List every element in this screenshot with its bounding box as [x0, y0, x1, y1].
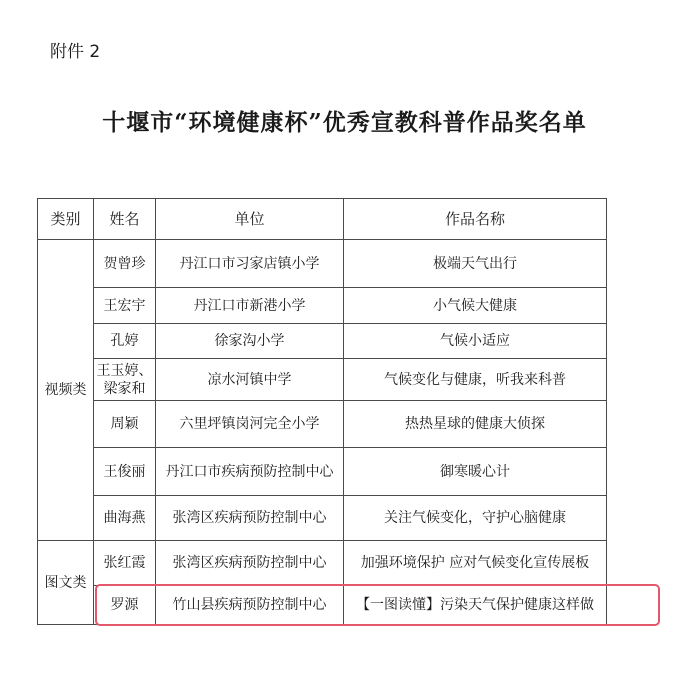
table-row [38, 324, 607, 359]
unit-cell: 张湾区疾病预防控制中心 [156, 496, 344, 541]
work-cell: 气候变化与健康，听我来科普 [344, 359, 607, 401]
name-cell: 王俊丽 [94, 448, 156, 496]
name-cell: 周颖 [94, 401, 156, 448]
work-cell: 气候小适应 [344, 324, 607, 359]
table-row [38, 288, 607, 324]
category-cell: 视频类 [38, 240, 94, 541]
header-category: 类别 [38, 199, 94, 240]
work-cell: 加强环境保护 应对气候变化宣传展板 [344, 541, 607, 586]
work-cell: 极端天气出行 [344, 240, 607, 288]
table-row [38, 359, 607, 401]
name-cell: 张红霞 [94, 541, 156, 586]
unit-cell: 丹江口市疾病预防控制中心 [156, 448, 344, 496]
table-row [38, 541, 607, 586]
work-cell: 御寒暖心计 [344, 448, 607, 496]
category-cell: 图文类 [38, 541, 94, 625]
unit-cell: 竹山县疾病预防控制中心 [156, 586, 344, 625]
name-cell: 曲海燕 [94, 496, 156, 541]
work-cell: 小气候大健康 [344, 288, 607, 324]
work-cell: 关注气候变化，守护心脑健康 [344, 496, 607, 541]
table-row [38, 401, 607, 448]
unit-cell: 丹江口市习家店镇小学 [156, 240, 344, 288]
table-row [38, 240, 607, 288]
header-unit: 单位 [156, 199, 344, 240]
unit-cell: 六里坪镇岗河完全小学 [156, 401, 344, 448]
attachment-label: 附件 2 [50, 42, 101, 62]
name-cell: 罗源 [94, 586, 156, 625]
name-cell: 王玉婷、梁家和 [94, 359, 156, 401]
work-cell: 热热星球的健康大侦探 [344, 401, 607, 448]
unit-cell: 丹江口市新港小学 [156, 288, 344, 324]
header-work: 作品名称 [344, 199, 607, 240]
table-row [38, 496, 607, 541]
unit-cell: 徐家沟小学 [156, 324, 344, 359]
award-table [37, 198, 607, 625]
table-row [38, 586, 607, 625]
name-cell: 贺曾珍 [94, 240, 156, 288]
table-header-row [38, 199, 607, 240]
unit-cell: 张湾区疾病预防控制中心 [156, 541, 344, 586]
name-cell: 王宏宇 [94, 288, 156, 324]
work-cell: 【一图读懂】污染天气保护健康这样做 [344, 586, 607, 625]
unit-cell: 凉水河镇中学 [156, 359, 344, 401]
table-row [38, 448, 607, 496]
name-cell: 孔婷 [94, 324, 156, 359]
page-title: 十堰市“环境健康杯”优秀宣教科普作品奖名单 [102, 109, 587, 136]
header-name: 姓名 [94, 199, 156, 240]
